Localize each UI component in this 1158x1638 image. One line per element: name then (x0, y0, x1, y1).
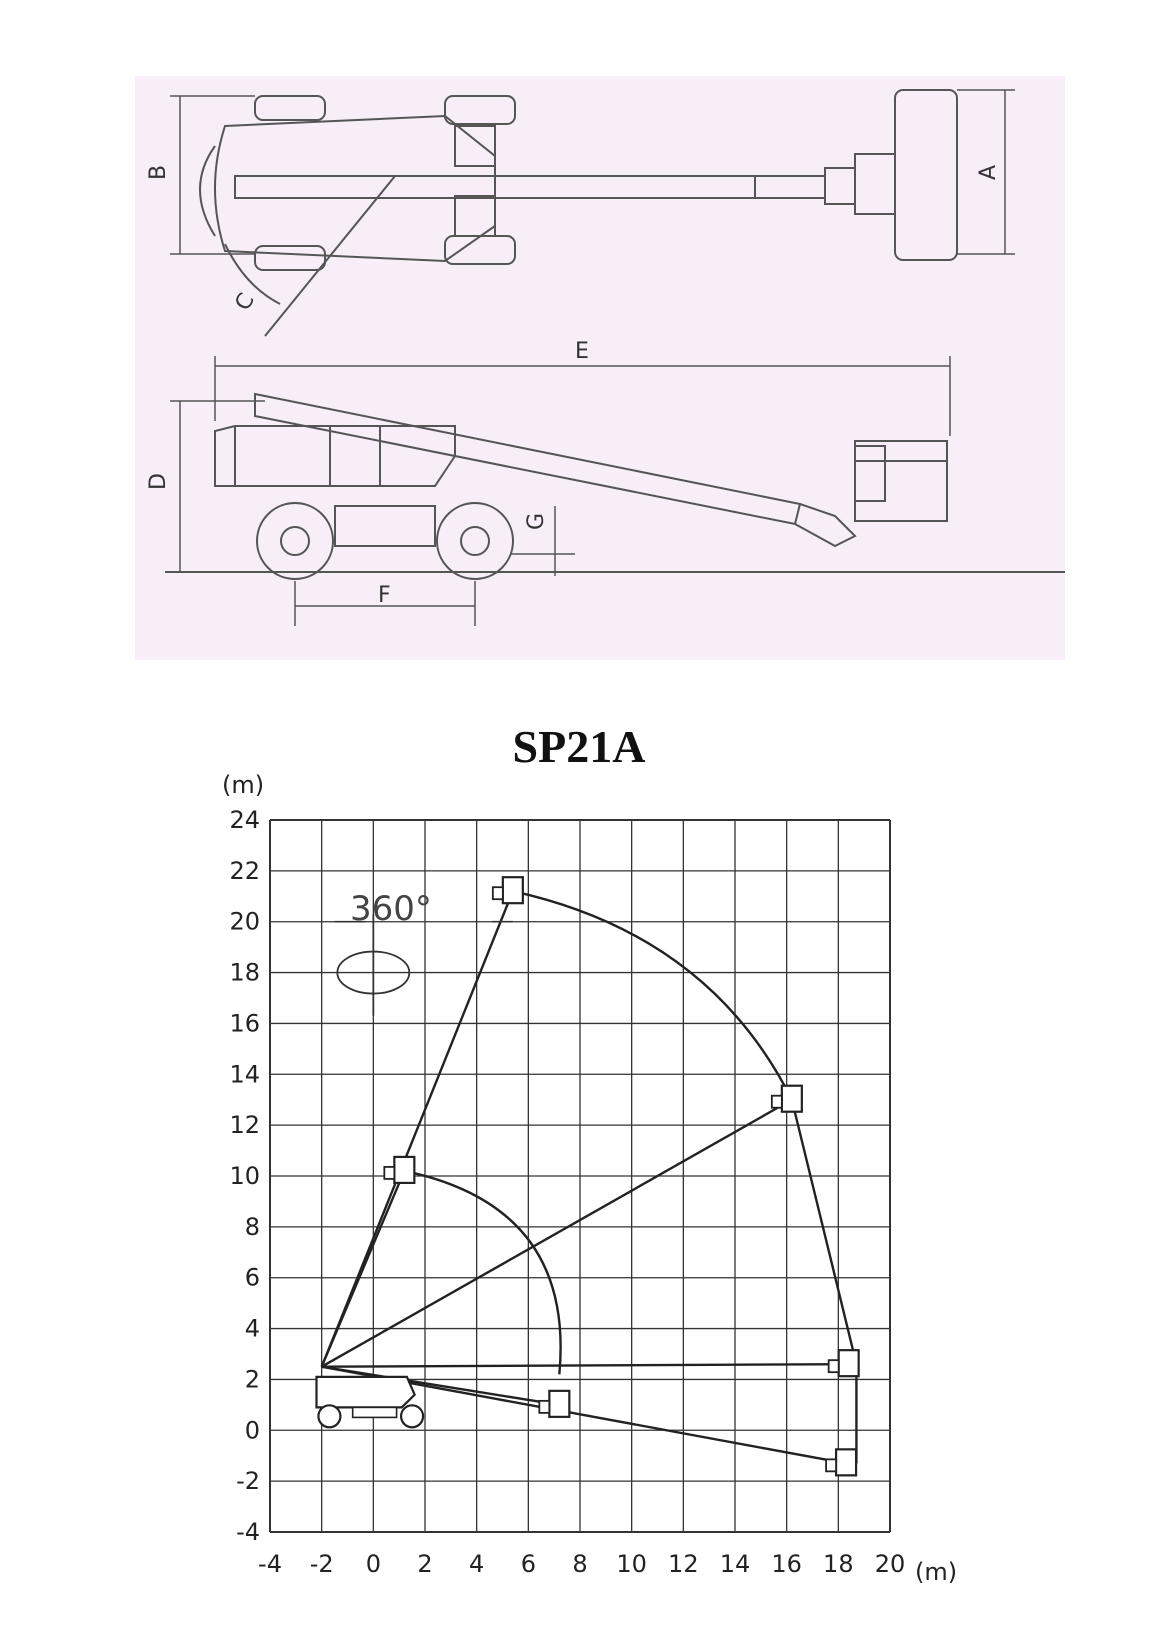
right-reach-boundary (792, 1100, 857, 1464)
basket-body (836, 1449, 856, 1475)
boom-line-mid (322, 1100, 792, 1367)
rotation-label: 360° (350, 889, 432, 929)
platform-basket (493, 877, 523, 903)
dimension-drawing (135, 76, 1065, 660)
y-tick-label: 8 (244, 1212, 260, 1241)
rotation-annotation (335, 889, 513, 1016)
x-tick-label: -4 (258, 1550, 282, 1578)
x-tick-label: 18 (823, 1550, 854, 1578)
dimension-label-b: B (146, 164, 171, 180)
machine-wheel-front (401, 1405, 423, 1427)
y-tick-label: 16 (229, 1009, 260, 1038)
outer-reach-arc (513, 891, 792, 1100)
dimension-label-f: F (378, 583, 391, 608)
y-tick-label: 0 (244, 1416, 260, 1445)
basket-rotator (539, 1401, 549, 1413)
dimension-label-c: C (230, 289, 260, 315)
basket-rotator (772, 1096, 782, 1108)
platform-basket (829, 1350, 859, 1376)
y-axis-unit: (m) (222, 771, 265, 799)
basket-body (782, 1086, 802, 1112)
boom-line-retracted (322, 1171, 405, 1367)
basket-rotator (493, 887, 503, 899)
y-tick-label: 12 (229, 1111, 260, 1140)
machine-icon (317, 1377, 424, 1427)
boom-line-horizontal (322, 1364, 849, 1367)
x-tick-label: 4 (469, 1550, 485, 1578)
x-tick-label: 8 (572, 1550, 588, 1578)
y-tick-label: 22 (229, 856, 260, 885)
x-tick-label: 14 (719, 1550, 751, 1578)
x-tick-label: 10 (616, 1550, 647, 1578)
x-tick-label: 2 (417, 1550, 433, 1578)
y-tick-label: -2 (236, 1467, 260, 1496)
basket-rotator (384, 1167, 394, 1179)
basket-body (394, 1157, 414, 1183)
machine-body (317, 1377, 415, 1408)
machine-wheel-rear (318, 1405, 340, 1427)
platform-basket (772, 1086, 802, 1112)
y-tick-label: -4 (236, 1518, 260, 1546)
x-tick-label: 6 (520, 1550, 536, 1578)
y-tick-label: 2 (244, 1365, 260, 1394)
basket-body (503, 877, 523, 903)
x-tick-label: 16 (771, 1550, 802, 1578)
platform-basket (384, 1157, 414, 1183)
basket-rotator (826, 1459, 836, 1471)
machine-chassis (353, 1407, 397, 1417)
dimension-label-e: E (575, 339, 589, 364)
y-tick-label: 20 (229, 907, 260, 936)
dimension-label-g: G (524, 512, 549, 530)
x-tick-label: -2 (309, 1550, 334, 1578)
y-tick-label: 4 (244, 1314, 260, 1343)
y-tick-label: 6 (244, 1263, 260, 1292)
x-tick-label: 12 (668, 1550, 699, 1578)
working-envelope-chart (0, 760, 1158, 1620)
x-tick-label: 20 (874, 1550, 906, 1578)
inner-reach-arc (404, 1171, 560, 1374)
basket-body (839, 1350, 859, 1376)
platform-basket (826, 1449, 856, 1475)
basket-body (549, 1391, 569, 1417)
y-tick-label: 18 (229, 958, 260, 987)
model-title: SP21A (512, 721, 646, 772)
boom-line-max-height (322, 891, 513, 1367)
y-tick-label: 14 (229, 1060, 260, 1089)
x-tick-label: 0 (365, 1550, 381, 1578)
basket-rotator (829, 1360, 839, 1372)
y-tick-label: 10 (229, 1162, 260, 1190)
y-tick-label: 24 (229, 806, 260, 834)
platform-basket (539, 1391, 569, 1417)
x-axis-unit: (m) (915, 1558, 958, 1586)
dimension-label-d: D (146, 473, 171, 490)
dimension-label-a: A (976, 164, 1001, 180)
